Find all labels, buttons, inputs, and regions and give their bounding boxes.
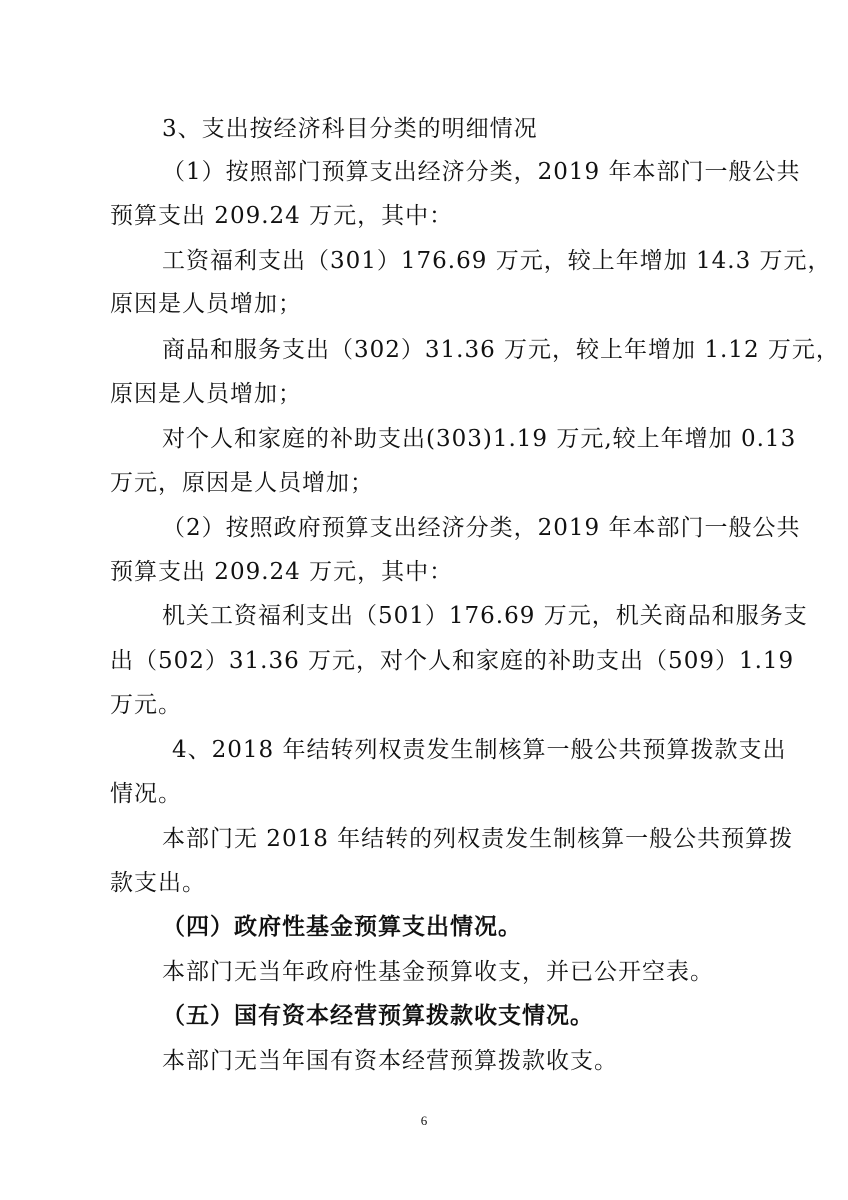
section-heading-expenditure-economic-classification: 3、支出按经济科目分类的明细情况 (162, 116, 538, 142)
paragraph-line: 万元，原因是人员增加； (110, 470, 374, 496)
paragraph-line: 情况。 (110, 781, 182, 807)
paragraph-line: 本部门无 2018 年结转的列权责发生制核算一般公共预算拨 (162, 826, 794, 852)
paragraph-line: 款支出。 (110, 870, 206, 896)
section-heading-state-capital: （五）国有资本经营预算拨款收支情况。 (162, 1002, 594, 1029)
paragraph-line: （1）按照部门预算支出经济分类，2019 年本部门一般公共 (162, 159, 801, 185)
paragraph-line: 工资福利支出（301）176.69 万元，较上年增加 14.3 万元， (162, 248, 832, 274)
paragraph-line: 预算支出 209.24 万元，其中： (110, 203, 454, 229)
page-number: 6 (420, 1113, 428, 1128)
paragraph-line: 本部门无当年国有资本经营预算拨款收支。 (162, 1048, 618, 1074)
paragraph-line: 原因是人员增加； (110, 381, 302, 407)
paragraph-line: 预算支出 209.24 万元，其中： (110, 559, 454, 585)
paragraph-line: 出（502）31.36 万元，对个人和家庭的补助支出（509）1.19 (110, 648, 795, 674)
section-heading-carryover-expenditure: 4、2018 年结转列权责发生制核算一般公共预算拨款支出 (172, 737, 787, 763)
section-heading-government-fund: （四）政府性基金预算支出情况。 (162, 913, 522, 940)
paragraph-line: 机关工资福利支出（501）176.69 万元，机关商品和服务支 (162, 603, 808, 629)
paragraph-line: 本部门无当年政府性基金预算收支，并已公开空表。 (162, 959, 714, 985)
paragraph-line: 商品和服务支出（302）31.36 万元，较上年增加 1.12 万元， (162, 337, 840, 363)
paragraph-line: （2）按照政府预算支出经济分类，2019 年本部门一般公共 (162, 515, 801, 541)
paragraph-line: 万元。 (110, 692, 182, 718)
paragraph-line: 原因是人员增加； (110, 291, 302, 317)
paragraph-line: 对个人和家庭的补助支出(303)1.19 万元,较上年增加 0.13 (162, 426, 797, 452)
